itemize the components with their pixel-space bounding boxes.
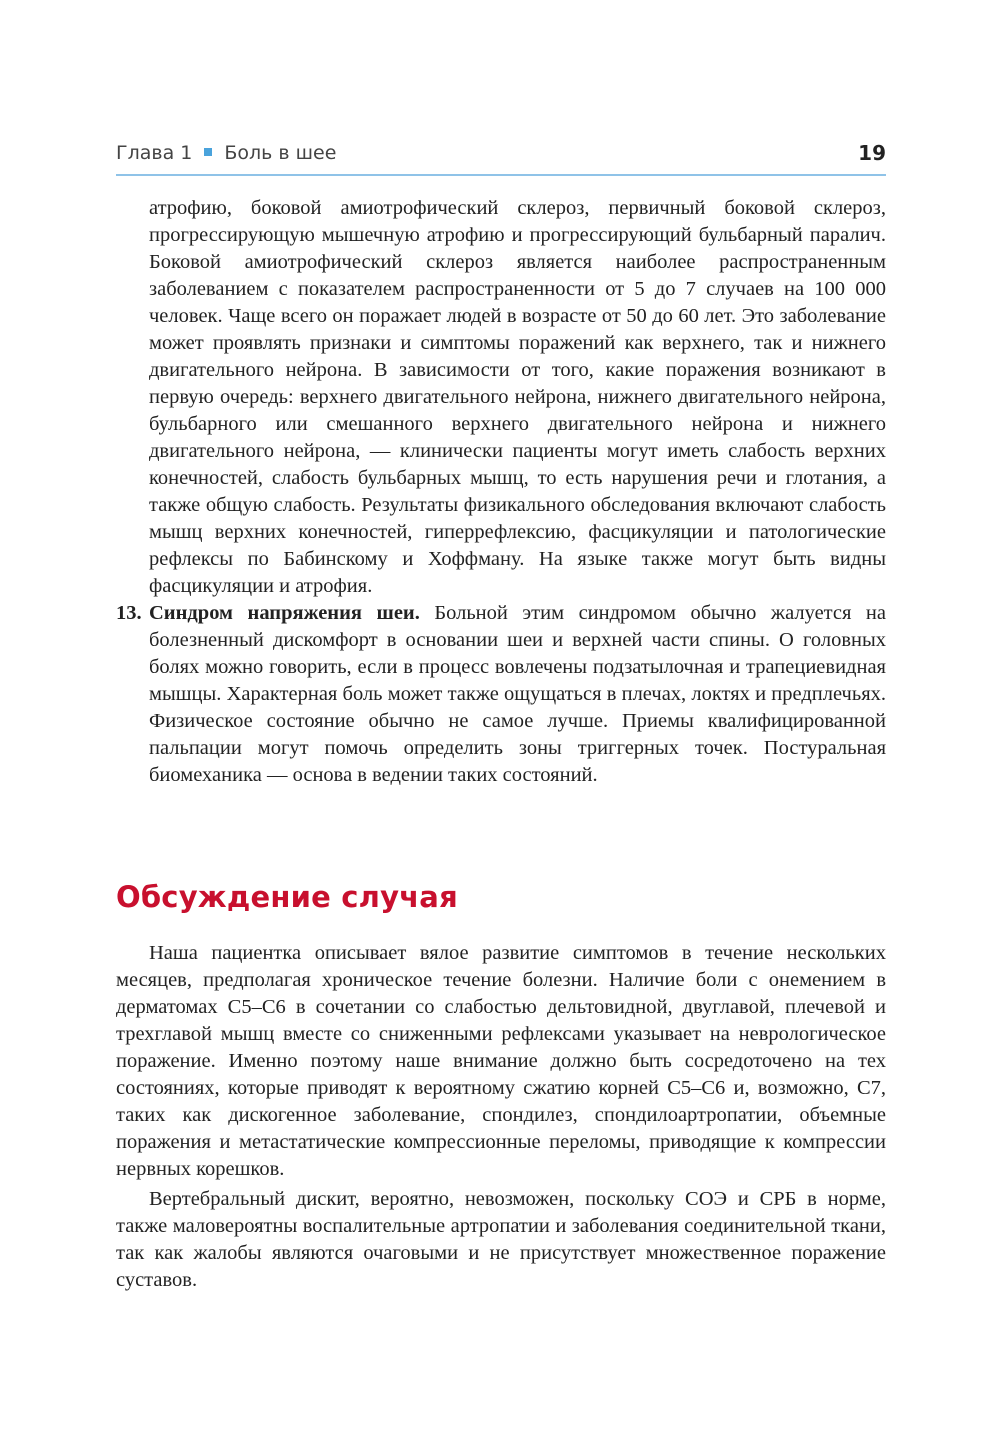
section-body (116, 940, 886, 1294)
list-item-13 (116, 600, 886, 789)
chapter-title: Боль в шее (224, 142, 337, 164)
list-item-text: Больной этим синдромом обычно жалуется на болезненный дискомфорт в основании шеи и верхней части спины. О головных болях можно говорить, если в процесс вовлечены подзатылочная и трапециевидная мышцы. Характерная боль может также ощущаться в плечах, локтях и предплечьях. Физическое состояние обычно не самое лучше. Приемы квалифицированной пальпации могут помочь определить зоны триггерных точек. Постуральная биомеханика — основа в ведении таких состояний. (149, 602, 886, 786)
square-bullet-icon (204, 148, 212, 156)
chapter-label: Глава 1 (116, 142, 193, 164)
upper-text-block (116, 195, 886, 789)
section-paragraph-2: Вертебральный дискит, вероятно, невозможен, поскольку СОЭ и СРБ в норме, также маловероятны воспалительные артропатии и заболевания соединительной ткани, так как жалобы являются очаговыми и не присутствует множественное поражение суставов. (116, 1188, 886, 1291)
page-number: 19 (858, 141, 886, 165)
continuation-paragraph: атрофию, боковой амиотрофический склероз, первичный боковой склероз, прогрессирующую мышечную атрофию и прогрессирующий бульбарный паралич. Боковой амиотрофический склероз является наиболее распространенным заболеванием с показателем распространенности от 5 до 7 случаев на 100 000 человек. Чаще всего он поражает людей в возрасте от 50 до 60 лет. Это заболевание может проявлять признаки и симптомы поражений как верхнего, так и нижнего двигательного нейрона. В зависимости от того, какие поражения возникают в первую очередь: верхнего двигательного нейрона, нижнего двигательного нейрона, бульбарного или смешанного верхнего двигательного нейрона и нижнего двигательного нейрона, — клинически пациенты могут иметь слабость верхних конечностей, слабость бульбарных мышц, то есть нарушения речи и глотания, а также общую слабость. Результаты физикального обследования включают слабость мышц верхних конечностей, гиперрефлексию, фасцикуляции и патологические рефлексы по Бабинскому и Хоффману. На языке также могут быть видны фасцикуляции и атрофия. (149, 197, 886, 597)
header-chapter-info (116, 142, 336, 164)
section-paragraph-1: Наша пациентка описывает вялое развитие симптомов в течение нескольких месяцев, предполагая хроническое течение болезни. Наличие боли с онемением в дерматомах C5–C6 в сочетании со слабостью дельтовидной, двуглавой, плечевой и трехглавой мышц вместе со сниженными рефлексами указывает на неврологическое поражение. Именно поэтому наше внимание должно быть сосредоточено на тех состояниях, которые приводят к вероятному сжатию корней C5–C6 и, возможно, C7, таких как дискогенное заболевание, спондилез, спондилоартропатии, объемные поражения и метастатические компрессионные переломы, приводящие к компрессии нервных корешков. (116, 942, 886, 1180)
section-heading: Обсуждение случая (116, 880, 458, 914)
running-header (116, 140, 886, 176)
list-item-number: 13. (116, 602, 142, 624)
list-item-title: Синдром напряжения шеи. (149, 602, 420, 624)
